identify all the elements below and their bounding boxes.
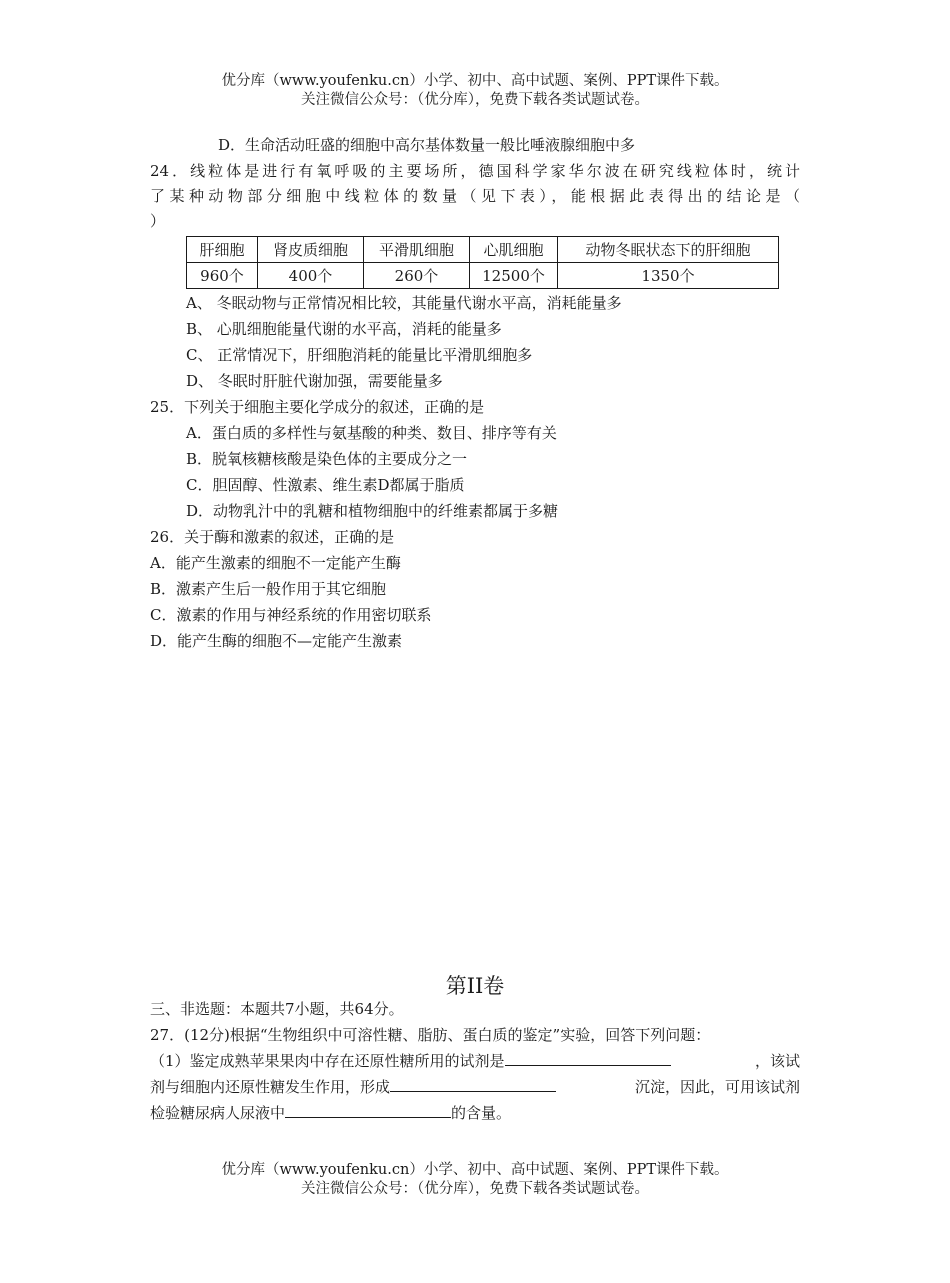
q26-option-d: D．能产生酶的细胞不—定能产生激素 [150, 632, 403, 650]
q24-stem-line-3: ） [150, 212, 166, 230]
q27-stem: 27．(12分)根据“生物组织中可溶性糖、脂肪、蛋白质的鉴定”实验，回答下列问题： [150, 1026, 711, 1044]
volume-ii-title: 第II卷 [445, 974, 505, 998]
q27-text: 的含量。 [451, 1104, 512, 1122]
q24-stem-line-1: 24．线粒体是进行有氧呼吸的主要场所，德国科学家华尔波在研究线粒体时，统计 [150, 162, 800, 180]
table-header-row [187, 237, 779, 263]
q27-text: （1）鉴定成熟苹果果肉中存在还原性糖所用的试剂是 [150, 1052, 505, 1070]
table-header-cell: 肝细胞 [187, 237, 258, 263]
q23-option-d: D．生命活动旺盛的细胞中高尔基体数量一般比唾液腺细胞中多 [218, 136, 636, 154]
q25-option-a: A．蛋白质的多样性与氨基酸的种类、数目、排序等有关 [186, 424, 557, 442]
answer-blank-1[interactable] [505, 1051, 671, 1066]
answer-blank-3[interactable] [285, 1103, 451, 1118]
table-cell: 260个 [364, 263, 470, 289]
footer-line-1: 优分库（www.youfenku.cn）小学、初中、高中试题、案例、PPT课件下载。 [221, 1162, 729, 1178]
q26-stem: 26．关于酶和激素的叙述，正确的是 [150, 528, 395, 546]
table-header-cell: 平滑肌细胞 [364, 237, 470, 263]
q24-option-c: C、 正常情况下，肝细胞消耗的能量比平滑肌细胞多 [186, 346, 533, 364]
page-footer [0, 1161, 950, 1199]
footer-line-2: 关注微信公众号：（优分库），免费下载各类试题试卷。 [301, 1181, 649, 1197]
table-row [187, 263, 779, 289]
q24-option-b: B、 心肌细胞能量代谢的水平高，消耗的能量多 [186, 320, 502, 338]
table-cell: 12500个 [470, 263, 558, 289]
q25-stem: 25．下列关于细胞主要化学成分的叙述，正确的是 [150, 398, 485, 416]
q26-option-b: B．激素产生后一般作用于其它细胞 [150, 580, 387, 598]
q27-text: 沉淀，因此，可用该试剂 [634, 1078, 800, 1096]
page-header [0, 72, 950, 110]
table-header-cell: 肾皮质细胞 [258, 237, 364, 263]
q27-text: ，该试 [754, 1052, 800, 1070]
header-line-1: 优分库（www.youfenku.cn）小学、初中、高中试题、案例、PPT课件下载。 [221, 73, 729, 89]
table-cell: 960个 [187, 263, 258, 289]
q25-option-b: B．脱氧核糖核酸是染色体的主要成分之一 [186, 450, 468, 468]
q27-text: 剂与细胞内还原性糖发生作用，形成 [150, 1078, 391, 1096]
table-cell: 1350个 [558, 263, 779, 289]
q24-option-d: D、 冬眠时肝脏代谢加强，需要能量多 [186, 372, 443, 390]
q27-part1-line-1 [150, 1051, 800, 1071]
q25-option-c: C．胆固醇、性激素、维生素D都属于脂质 [186, 476, 465, 494]
mitochondria-table [186, 236, 779, 289]
q27-part1-line-3 [150, 1103, 511, 1123]
answer-blank-2[interactable] [390, 1077, 556, 1092]
table-header-cell: 动物冬眠状态下的肝细胞 [558, 237, 779, 263]
q24-stem-line-2: 了某种动物部分细胞中线粒体的数量（见下表），能根据此表得出的结论是（ [150, 187, 800, 205]
q27-text: 检验糖尿病人尿液中 [150, 1104, 286, 1122]
q25-option-d: D．动物乳汁中的乳糖和植物细胞中的纤维素都属于多糖 [186, 502, 559, 520]
q26-option-c: C．激素的作用与神经系统的作用密切联系 [150, 606, 432, 624]
header-line-2: 关注微信公众号：（优分库），免费下载各类试题试卷。 [301, 92, 649, 108]
q27-part1-line-2 [150, 1077, 800, 1097]
table-cell: 400个 [258, 263, 364, 289]
q26-option-a: A．能产生激素的细胞不一定能产生酶 [150, 554, 401, 572]
q24-option-a: A、 冬眠动物与正常情况相比较，其能量代谢水平高，消耗能量多 [186, 294, 622, 312]
section-3-heading: 三、非选题：本题共7小题，共64分。 [150, 1000, 404, 1018]
table-header-cell: 心肌细胞 [470, 237, 558, 263]
